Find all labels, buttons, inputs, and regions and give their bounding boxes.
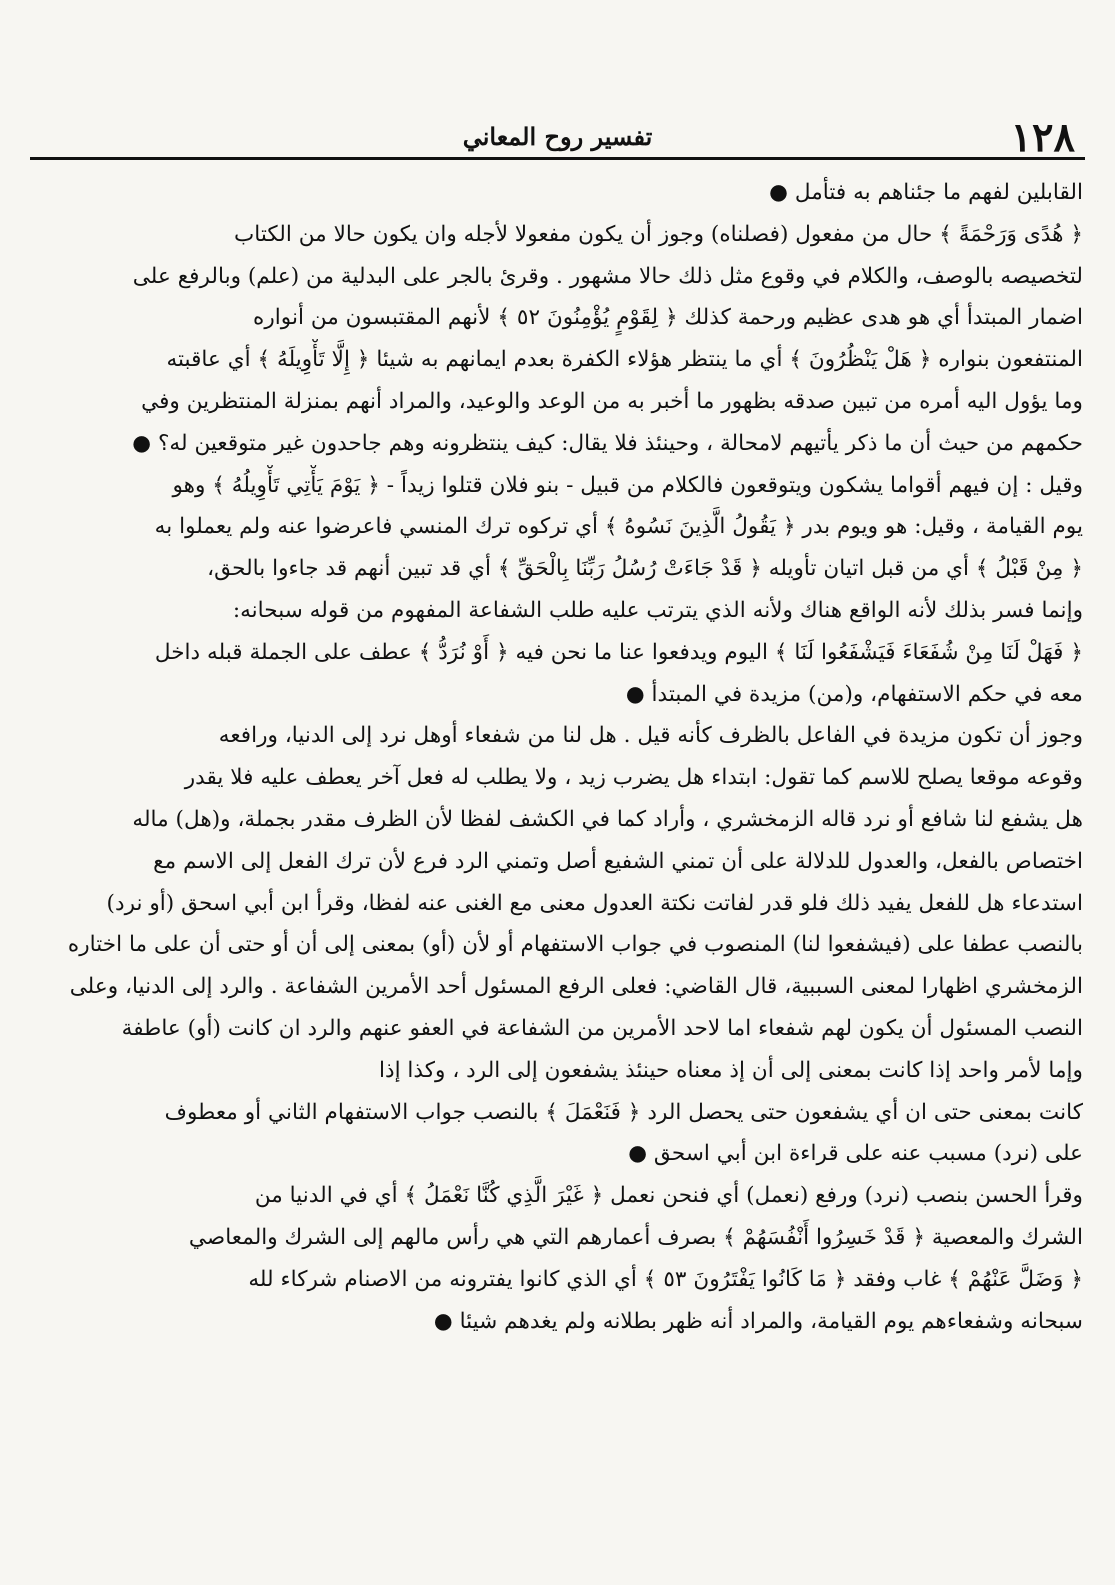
text-line: استدعاء هل للفعل يفيد ذلك فلو قدر لفاتت نكتة العدول معنى مع الغنى عنه لفظا، وقرأ ابن أبي اسحق (أو نرد) — [106, 890, 1083, 916]
text-line: اضمار المبتدأ أي هو هدى عظيم ورحمة كذلك ﴿ لِقَوْمٍ يُؤْمِنُونَ ٥٢ ﴾ لأنهم المقتبسون من أنواره — [253, 305, 1083, 331]
text-line: وإنما فسر بذلك لأنه الواقع هناك ولأنه الذي يترتب عليه طلب الشفاعة المفهوم من قوله سبحانه: — [232, 597, 1083, 623]
text-line: بالنصب عطفا على (فيشفعوا لنا) المنصوب في جواب الاستفهام أو لأن (أو) بمعنى إلى أن أو حتى أن على ما اختاره — [67, 932, 1083, 958]
text-line: ﴿ وَضَلَّ عَنْهُمْ ﴾ غاب وفقد ﴿ مَا كَانُوا يَفْتَرُونَ ٥٣ ﴾ أي الذي كانوا يفترونه من الاصنام شركاء لله — [248, 1266, 1083, 1292]
text-line: النصب المسئول أن يكون لهم شفعاء اما لاحد الأمرين من الشفاعة في العفو عنهم والرد ان كانت (أو) عاطفة — [121, 1015, 1083, 1041]
text-line: ﴿ هُدًى وَرَحْمَةً ﴾ حال من مفعول (فصلناه) وجوز أن يكون مفعولا لأجله وان يكون حالا من الكتاب — [233, 221, 1083, 247]
text-line: معه في حكم الاستفهام، و(من) مزيدة في المبتدأ ● — [625, 681, 1083, 707]
page-header — [30, 112, 1085, 160]
text-line: ﴿ فَهَلْ لَنَا مِنْ شُفَعَاءَ فَيَشْفَعُوا لَنَا ﴾ اليوم ويدفعوا عنا ما نحن فيه ﴿ أَوْ نُرَدُّ ﴾ عطف على الجملة قبله داخل — [154, 639, 1083, 665]
text-line: وقوعه موقعا يصلح للاسم كما تقول: ابتداء هل يضرب زيد ، ولا يطلب له فعل آخر يعطف عليه فلا يقدر — [184, 765, 1083, 791]
text-line: المنتفعون بنواره ﴿ هَلْ يَنْظُرُونَ ﴾ أي ما ينتظر هؤلاء الكفرة بعدم ايمانهم به شيئا ﴿ إِلَّا تَأْوِيلَهُ ﴾ أي عاقبته — [166, 347, 1083, 373]
text-line: هل يشفع لنا شافع أو نرد قاله الزمخشري ، وأراد كما في الكشف لفظا لأن الظرف مقدر بجملة، و(هل) ماله — [132, 806, 1083, 832]
tafsir-text — [32, 172, 1083, 1342]
text-line: سبحانه وشفعاءهم يوم القيامة، والمراد أنه ظهر بطلانه ولم يغدهم شيئا ● — [433, 1308, 1083, 1334]
page-number: ١٢٨ — [1010, 114, 1075, 161]
text-line: وجوز أن تكون مزيدة في الفاعل بالظرف كأنه قيل . هل لنا من شفعاء أوهل نرد إلى الدنيا، ورافعه — [218, 723, 1083, 749]
text-line: وإما لأمر واحد إذا كانت بمعنى إلى أن إذ معناه حينئذ يشفعون إلى الرد ، وكذا إذا — [378, 1057, 1083, 1083]
text-line: يوم القيامة ، وقيل: هو ويوم بدر ﴿ يَقُولُ الَّذِينَ نَسُوهُ ﴾ أي تركوه ترك المنسي فاعرضوا عنه ولم يعملوا به — [154, 514, 1083, 540]
text-line: وقرأ الحسن بنصب (نرد) ورفع (نعمل) أي فنحن نعمل ﴿ غَيْرَ الَّذِي كُنَّا نَعْمَلُ ﴾ أي في الدنيا من — [254, 1183, 1083, 1209]
text-line: وقيل : إن فيهم أقواما يشكون ويتوقعون فالكلام من قبيل - بنو فلان قتلوا زيداً - ﴿ يَوْمَ يَأْتِي تَأْوِيلُهُ ﴾ وهو — [172, 472, 1083, 498]
text-line: حكمهم من حيث أن ما ذكر يأتيهم لامحالة ، وحينئذ فلا يقال: كيف ينتظرونه وهم جاحدون غير متوقعين له؟ ● — [132, 430, 1083, 456]
text-line: كانت بمعنى حتى ان أي يشفعون حتى يحصل الرد ﴿ فَنَعْمَلَ ﴾ بالنصب جواب الاستفهام الثاني أو معطوف — [164, 1099, 1083, 1125]
text-line: الشرك والمعصية ﴿ قَدْ خَسِرُوا أَنْفُسَهُمْ ﴾ بصرف أعمارهم التي هي رأس مالهم إلى الشرك والمعاصي — [188, 1224, 1083, 1250]
text-line: القابلين لفهم ما جئناهم به فتأمل ● — [769, 180, 1083, 205]
text-line: على (نرد) مسبب عنه على قراءة ابن أبي اسحق ● — [628, 1141, 1083, 1167]
running-title: تفسير روح المعاني — [462, 122, 653, 151]
header-rule — [30, 157, 1085, 160]
text-line: اختصاص بالفعل، والعدول للدلالة على أن تمني الشفيع أصل وتمني الرد فرع لأن ترك الفعل إلى الاسم مع — [153, 848, 1083, 874]
text-line: الزمخشري اظهارا لمعنى السببية، قال القاضي: فعلى الرفع المسئول أحد الأمرين الشفاعة . والرد إلى الدنيا، وعلى — [69, 974, 1083, 1000]
text-line: ﴿ مِنْ قَبْلُ ﴾ أي من قبل اتيان تأويله ﴿ قَدْ جَاءَتْ رُسُلُ رَبِّنَا بِالْحَقِّ ﴾ أي قد تبين أنهم قد جاءوا بالحق، — [207, 556, 1083, 582]
text-line: لتخصيصه بالوصف، والكلام في وقوع مثل ذلك حالا مشهور . وقرئ بالجر على البدلية من (علم) وبالرفع على — [132, 263, 1083, 289]
text-line: وما يؤول اليه أمره من تبين صدقه بظهور ما أخبر به من الوعد والوعيد، والمراد أنهم بمنزلة المنتظرين وفي — [141, 388, 1083, 414]
